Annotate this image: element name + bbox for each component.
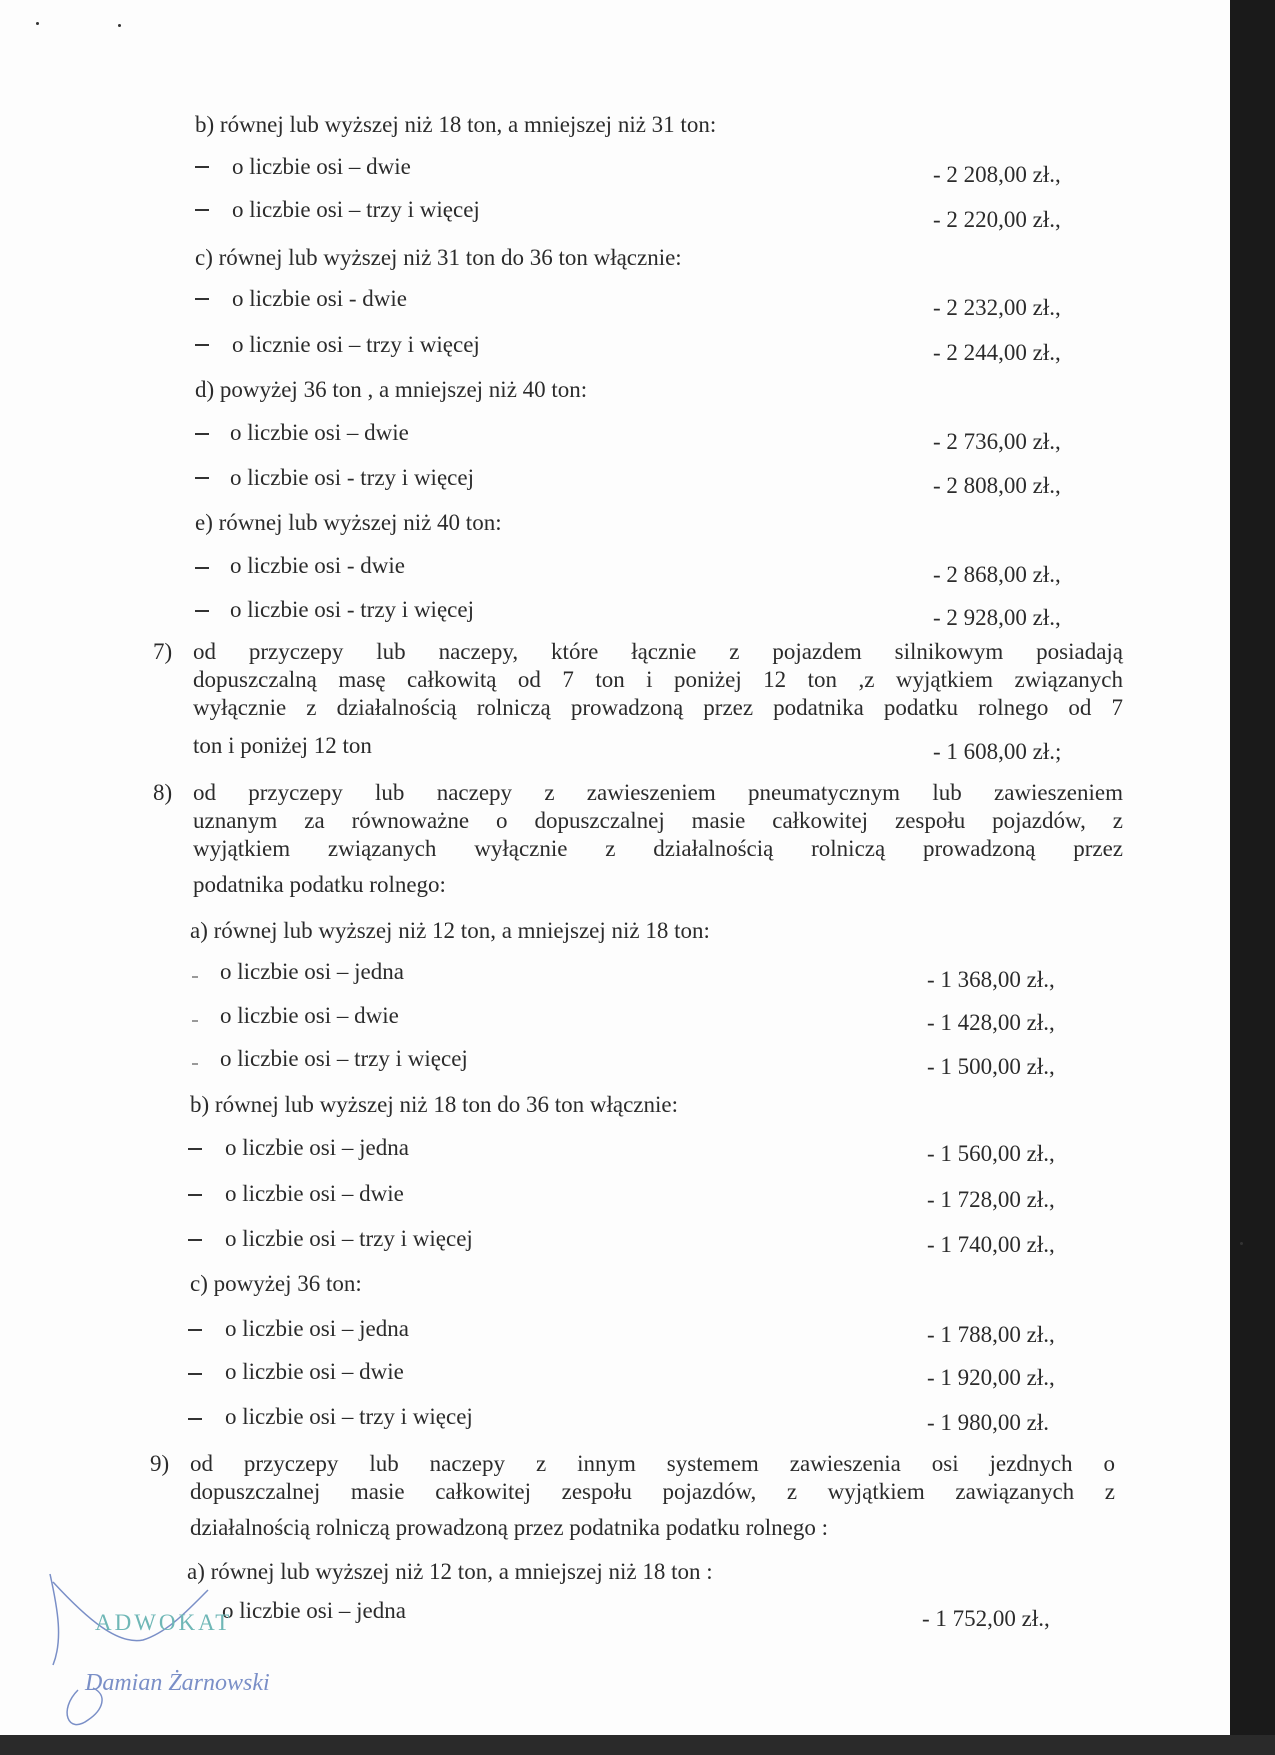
- list-item: o liczbie osi – trzy i więcej: [225, 1226, 473, 1251]
- subsection-heading: a) równej lub wyższej niż 12 ton, a mniejszej niż 18 ton :: [187, 1559, 713, 1584]
- list-item: o liczbie osi - dwie: [230, 553, 406, 578]
- paragraph-number: 8): [153, 780, 173, 805]
- list-item: o liczbie osi – dwie: [232, 154, 411, 179]
- paragraph-line: podatnika podatku rolnego:: [193, 872, 446, 897]
- amount: - 1 608,00 zł.;: [933, 739, 1062, 764]
- dash-bullet: [188, 1373, 202, 1375]
- list-item: o liczbie osi – trzy i więcej: [220, 1046, 468, 1071]
- dash-bullet: [188, 1418, 202, 1420]
- list-item: o liczbie osi – jedna: [225, 1135, 409, 1160]
- paragraph-line: dopuszczalnej masie całkowitej zespołu pojazdów, z wyjątkiem zawiązanych z: [190, 1479, 1115, 1504]
- amount: - 1 428,00 zł.,: [927, 1010, 1055, 1035]
- stamp-name: Damian Żarnowski: [85, 1670, 270, 1696]
- subsection-heading: d) powyżej 36 ton , a mniejszej niż 40 ton:: [195, 377, 588, 402]
- dash-bullet: [192, 1063, 198, 1065]
- signature-scribble: [48, 1570, 308, 1740]
- amount: - 1 500,00 zł.,: [927, 1054, 1055, 1079]
- amount: - 1 368,00 zł.,: [927, 967, 1055, 992]
- list-item: o liczbie osi – trzy i więcej: [225, 1404, 473, 1429]
- dash-bullet: [195, 567, 209, 569]
- dash-bullet: [188, 1194, 202, 1196]
- amount: - 2 928,00 zł.,: [933, 605, 1061, 630]
- amount: - 1 980,00 zł.: [927, 1410, 1050, 1435]
- dash-bullet: [192, 976, 198, 978]
- amount: - 2 736,00 zł.,: [933, 429, 1061, 454]
- dash-bullet: [188, 1329, 202, 1331]
- dash-bullet: [195, 166, 209, 168]
- list-item: o liczbie osi - trzy i więcej: [230, 597, 474, 622]
- stamp-title: ADWOKAT: [95, 1610, 233, 1635]
- paragraph-line: od przyczepy lub naczepy z zawieszeniem pneumatycznym lub zawieszeniem: [193, 780, 1123, 805]
- subsection-heading: b) równej lub wyższej niż 18 ton, a mniejszej niż 31 ton:: [195, 112, 717, 137]
- paragraph-7: [193, 638, 1123, 722]
- paragraph-line: od przyczepy lub naczepy, które łącznie z pojazdem silnikowym posiadają: [193, 639, 1123, 664]
- subsection-heading: c) równej lub wyższej niż 31 ton do 36 ton włącznie:: [195, 245, 682, 270]
- amount: - 2 244,00 zł.,: [933, 340, 1061, 365]
- dash-bullet: [188, 1239, 202, 1241]
- paragraph-line: od przyczepy lub naczepy z innym systemem zawieszenia osi jezdnych o: [190, 1451, 1115, 1476]
- subsection-heading: a) równej lub wyższej niż 12 ton, a mniejszej niż 18 ton:: [190, 918, 710, 943]
- amount: - 2 208,00 zł.,: [933, 162, 1061, 187]
- paragraph-line: działalnością rolniczą prowadzoną przez podatnika podatku rolnego :: [190, 1515, 828, 1540]
- dash-bullet: [195, 433, 209, 435]
- paragraph-8: [193, 779, 1123, 863]
- paragraph-line: uznanym za równoważne o dopuszczalnej masie całkowitej zespołu pojazdów, z: [193, 808, 1123, 833]
- list-item: o liczbie osi – dwie: [220, 1003, 399, 1028]
- paragraph-line: wyjątkiem związanych wyłącznie z działalnością rolniczą prowadzoną przez: [193, 836, 1123, 861]
- amount: - 1 740,00 zł.,: [927, 1232, 1055, 1257]
- amount: - 2 868,00 zł.,: [933, 562, 1061, 587]
- dash-bullet: [192, 1020, 198, 1022]
- amount: - 1 920,00 zł.,: [927, 1365, 1055, 1390]
- list-item: o liczbie osi – dwie: [230, 420, 409, 445]
- list-item: o licznie osi – trzy i więcej: [232, 332, 480, 357]
- paragraph-line: wyłącznie z działalnością rolniczą prowadzoną przez podatnika podatku rolnego od 7: [193, 695, 1123, 720]
- amount: - 1 788,00 zł.,: [927, 1322, 1055, 1347]
- subsection-heading: b) równej lub wyższej niż 18 ton do 36 ton włącznie:: [190, 1092, 678, 1117]
- amount: - 1 560,00 zł.,: [927, 1141, 1055, 1166]
- dash-bullet: [195, 209, 209, 211]
- subsection-heading: e) równej lub wyższej niż 40 ton:: [195, 510, 502, 535]
- list-item: o liczbie osi – dwie: [225, 1359, 404, 1384]
- amount: - 1 728,00 zł.,: [927, 1187, 1055, 1212]
- list-item: o liczbie osi – jedna: [220, 959, 404, 984]
- amount: - 2 232,00 zł.,: [933, 295, 1061, 320]
- dash-bullet: [188, 1148, 202, 1150]
- dash-bullet: [195, 298, 209, 300]
- amount: - 2 220,00 zł.,: [933, 207, 1061, 232]
- list-item: o liczbie osi – trzy i więcej: [232, 197, 480, 222]
- dash-bullet: [195, 610, 209, 612]
- paragraph-line: ton i poniżej 12 ton: [193, 733, 372, 758]
- paragraph-line: dopuszczalną masę całkowitą od 7 ton i poniżej 12 ton ,z wyjątkiem związanych: [193, 667, 1123, 692]
- amount: - 2 808,00 zł.,: [933, 473, 1061, 498]
- dash-bullet: [195, 344, 209, 346]
- paragraph-number: 9): [150, 1451, 170, 1476]
- list-item: o liczbie osi – jedna: [225, 1316, 409, 1341]
- dash-bullet: [195, 477, 209, 479]
- paragraph-9: [190, 1450, 1115, 1506]
- paragraph-number: 7): [153, 639, 173, 664]
- list-item: o liczbie osi – dwie: [225, 1181, 404, 1206]
- list-item: o liczbie osi – jedna: [222, 1598, 406, 1623]
- amount: - 1 752,00 zł.,: [922, 1606, 1050, 1631]
- subsection-heading: c) powyżej 36 ton:: [190, 1271, 362, 1296]
- list-item: o liczbie osi - trzy i więcej: [230, 465, 474, 490]
- list-item: o liczbie osi - dwie: [232, 286, 408, 311]
